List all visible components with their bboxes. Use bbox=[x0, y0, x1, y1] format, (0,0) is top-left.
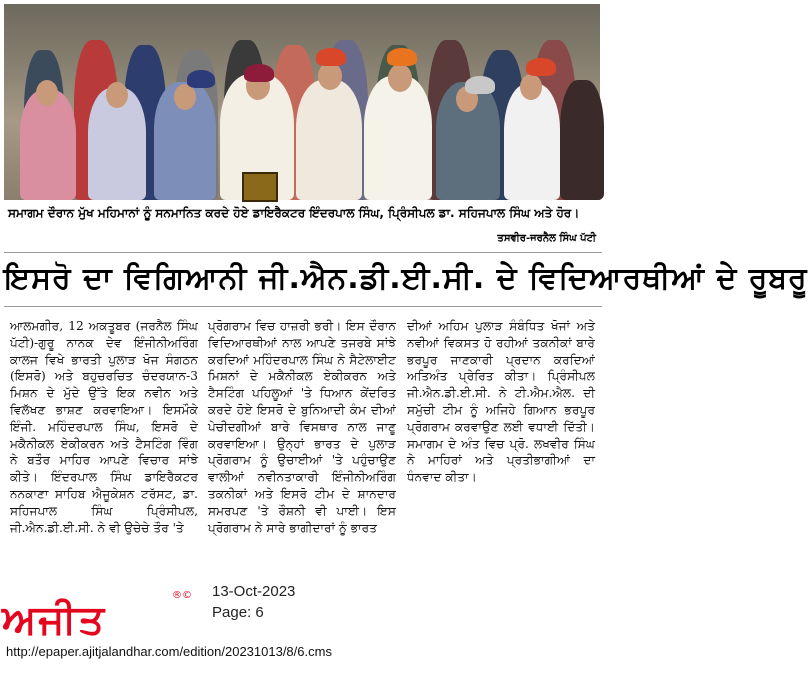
article-column-1: ਆਲਮਗੀਰ, 12 ਅਕਤੂਬਰ (ਜਰਨੈਲ ਸਿੰਘ ਪੱਟੀ)-ਗੁਰੂ ਨਾਨਕ ਦੇਵ ਇੰਜੀਨੀਅਰਿੰਗ ਕਾਲਜ ਵਿਖੇ ਭਾਰਤੀ ਪੁਲਾੜ ਖੋਜ ਸੰਗਠਨ (ਇਸਰੋ) ਅਤੇ ਬਹੁਚਰਚਿਤ ਚੰਦਰਯਾਨ-3 ਮਿਸ਼ਨ ਦੇ ਮੁੱਦੇ ਉੱਤੇ ਇਕ ਨਵੀਨ ਅਤੇ ਵਿਲੱਖਣ ਭਾਸ਼ਣ ਕਰਵਾਇਆ। ਇਸਮੌਕੇ ਇੰਜੀ. ਮਹਿੰਦਰਪਾਲ ਸਿੰਘ, ਇਸਰੋ ਦੇ ਮਕੈਨੀਕਲ ਏਕੀਕਰਨ ਅਤੇ ਟੈਸਟਿੰਗ ਵਿੰਗ ਨੇ ਬਤੌਰ ਮਾਹਿਰ ਆਪਣੇ ਵਿਚਾਰ ਸਾਂਝੇ ਕੀਤੇ। ਇੰਦਰਪਾਲ ਸਿੰਘ ਡਾਇਰੈਕਟਰ ਨਨਕਾਣਾ ਸਾਹਿਬ ਐਜੂਕੇਸ਼ਨ ਟਰੱਸਟ, ਡਾ. ਸਹਿਜਪਾਲ ਸਿੰਘ ਪ੍ਰਿੰਸੀਪਲ, ਜੀ.ਐਨ.ਡੀ.ਈ.ਸੀ. ਨੇ ਵੀ ਉਚੇਚੇ ਤੌਰ 'ਤੇ bbox=[10, 319, 198, 535]
article-column-3: ਦੀਆਂ ਅਹਿਮ ਪੁਲਾੜ ਸੰਬੰਧਿਤ ਖੋਜਾਂ ਅਤੇ ਨਵੀਆਂ ਵਿਕਸਤ ਹੋ ਰਹੀਆਂ ਤਕਨੀਕਾਂ ਬਾਰੇ ਭਰਪੂਰ ਜਾਣਕਾਰੀ ਪ੍ਰਦਾਨ ਕਰਦਿਆਂ ਅਤਿਅੰਤ ਪ੍ਰੇਰਿਤ ਕੀਤਾ। ਪ੍ਰਿੰਸੀਪਲ ਜੀ.ਐਨ.ਡੀ.ਈ.ਸੀ. ਨੇ ਟੀ.ਐਮ.ਐਲ. ਦੀ ਸਮੁੱਚੀ ਟੀਮ ਨੂੰ ਅਜਿਹੇ ਗਿਆਨ ਭਰਪੂਰ ਪ੍ਰੋਗਰਾਮ ਕਰਵਾਉਣ ਲਈ ਵਧਾਈ ਦਿੱਤੀ। ਸਮਾਗਮ ਦੇ ਅੰਤ ਵਿਚ ਪ੍ਰੋ. ਲਖਵੀਰ ਸਿੰਘ ਨੇ ਮਾਹਿਰਾਂ ਅਤੇ ਪ੍ਰਤੀਭਾਗੀਆਂ ਦਾ ਧੰਨਵਾਦ ਕੀਤਾ। bbox=[407, 319, 595, 485]
article-column-2: ਪ੍ਰੋਗਰਾਮ ਵਿਚ ਹਾਜ਼ਰੀ ਭਰੀ। ਇਸ ਦੌਰਾਨ ਵਿਦਿਆਰਥੀਆਂ ਨਾਲ ਆਪਣੇ ਤਜਰਬੇ ਸਾਂਝੇ ਕਰਦਿਆਂ ਮਹਿੰਦਰਪਾਲ ਸਿੰਘ ਨੇ ਸੈਟੇਲਾਈਟ ਮਿਸ਼ਨਾਂ ਦੇ ਮਕੈਨੀਕਲ ਏਕੀਕਰਨ ਅਤੇ ਟੈਸਟਿੰਗ ਪਹਿਲੂਆਂ 'ਤੇ ਧਿਆਨ ਕੇਂਦਰਿਤ ਕਰਦੇ ਹੋਏ ਇਸਰੋ ਦੇ ਬੁਨਿਆਦੀ ਕੰਮ ਦੀਆਂ ਪੇਚੀਦਗੀਆਂ ਬਾਰੇ ਵਿਸਥਾਰ ਨਾਲ ਜਾਣੂ ਕਰਵਾਇਆ। ਉਨ੍ਹਾਂ ਭਾਰਤ ਦੇ ਪੁਲਾੜ ਪ੍ਰੋਗਰਾਮ ਨੂੰ ਉਚਾਈਆਂ 'ਤੇ ਪਹੁੰਚਾਉਣ ਵਾਲੀਆਂ ਨਵੀਨਤਾਕਾਰੀ ਇੰਜੀਨੀਅਰਿੰਗ ਤਕਨੀਕਾਂ ਅਤੇ ਇਸਰੋ ਟੀਮ ਦੇ ਸ਼ਾਨਦਾਰ ਸਮਰਪਣ 'ਤੇ ਰੌਸ਼ਨੀ ਵੀ ਪਾਈ। ਇਸ ਪ੍ਰੋਗਰਾਮ ਨੇ ਸਾਰੇ ਭਾਗੀਦਾਰਾਂ ਨੂੰ ਭਾਰਤ bbox=[208, 319, 396, 535]
divider bbox=[4, 306, 602, 307]
headline: ਇਸਰੋ ਦਾ ਵਿਗਿਆਨੀ ਜੀ.ਐਨ.ਡੀ.ਈ.ਸੀ. ਦੇ ਵਿਦਿਆਰਥੀਆਂ ਦੇ ਰੂਬਰੂ bbox=[4, 261, 808, 296]
source-url[interactable]: http://epaper.ajitjalandhar.com/edition/20231013/8/6.cms bbox=[6, 644, 332, 659]
photo-caption: ਸਮਾਗਮ ਦੌਰਾਨ ਮੁੱਖ ਮਹਿਮਾਨਾਂ ਨੂੰ ਸਨਮਾਨਿਤ ਕਰਦੇ ਹੋਏ ਡਾਇਰੈਕਟਰ ਇੰਦਰਪਾਲ ਸਿੰਘ, ਪ੍ਰਿੰਸੀਪਲ ਡਾ. ਸਹਿਜਪਾਲ ਸਿੰਘ ਅਤੇ ਹੋਰ। bbox=[8, 206, 580, 220]
registered-mark: ®© bbox=[172, 590, 192, 601]
page-number: Page: 6 bbox=[212, 604, 264, 621]
news-photo bbox=[4, 4, 600, 200]
ajit-logo: ਅਜੀਤ bbox=[2, 597, 107, 643]
edition-date: 13-Oct-2023 bbox=[212, 583, 296, 600]
divider bbox=[4, 252, 602, 253]
photo-credit: ਤਸਵੀਰ-ਜਰਨੈਲ ਸਿੰਘ ਪੱਟੀ bbox=[497, 233, 596, 244]
